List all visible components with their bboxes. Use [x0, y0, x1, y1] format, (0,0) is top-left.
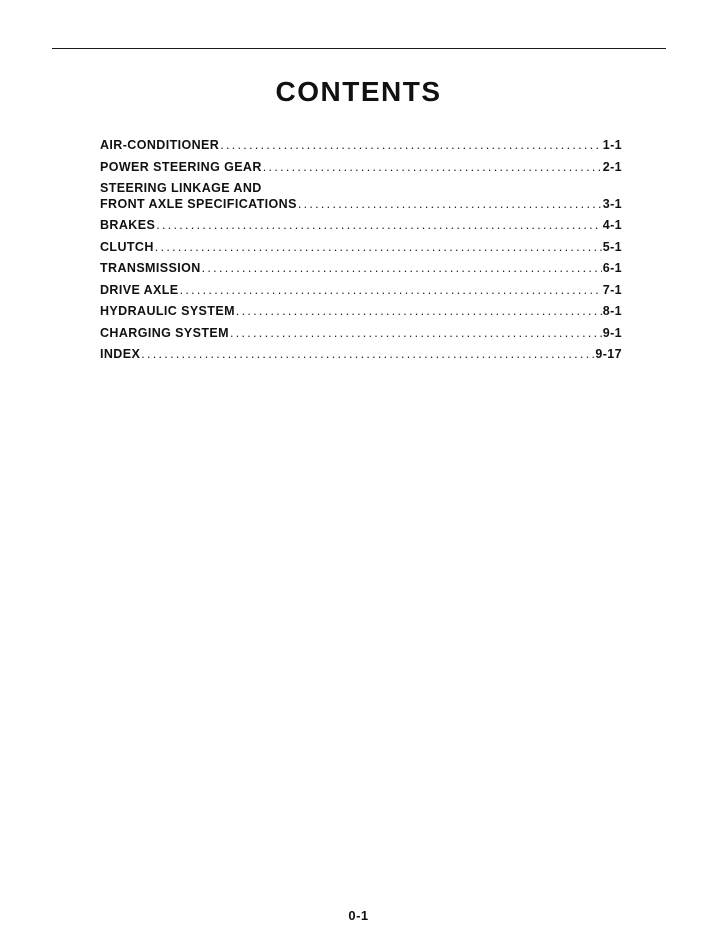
- header-rule: [52, 48, 666, 49]
- toc-page-number: 2-1: [602, 159, 622, 174]
- toc-page-number: 4-1: [602, 218, 622, 232]
- toc-label: AIR-CONDITIONER: [100, 138, 220, 152]
- dot-leader: [180, 283, 602, 299]
- toc-label: FRONT AXLE SPECIFICATIONS: [100, 196, 297, 211]
- toc-page-number: 5-1: [602, 239, 622, 254]
- toc-entry-charging-system[interactable]: [100, 326, 622, 342]
- toc-label: HYDRAULIC SYSTEM: [100, 304, 235, 318]
- toc-page-number: 7-1: [602, 282, 622, 297]
- toc-label: CHARGING SYSTEM: [100, 325, 229, 340]
- toc-page-number: 3-1: [602, 196, 622, 211]
- toc-entry-brakes[interactable]: [100, 218, 622, 234]
- toc-label: POWER STEERING GEAR: [100, 159, 262, 174]
- toc-entry-drive-axle[interactable]: [100, 283, 622, 299]
- toc-label-first-line: STEERING LINKAGE AND: [100, 181, 262, 195]
- toc-page-number: 1-1: [602, 138, 622, 152]
- toc-entry-air-conditioner[interactable]: [100, 138, 622, 154]
- table-of-contents: [100, 138, 622, 369]
- toc-entry-transmission[interactable]: [100, 261, 622, 277]
- dot-leader: [156, 218, 602, 234]
- toc-entry-hydraulic-system[interactable]: [100, 304, 622, 320]
- toc-label: DRIVE AXLE: [100, 282, 179, 297]
- dot-leader: [236, 304, 602, 320]
- toc-entry-steering-linkage[interactable]: [100, 181, 622, 212]
- dot-leader: [263, 160, 602, 176]
- toc-page-number: 8-1: [602, 304, 622, 318]
- toc-label: BRAKES: [100, 218, 156, 232]
- toc-label: CLUTCH: [100, 239, 154, 254]
- toc-label: TRANSMISSION: [100, 261, 201, 275]
- dot-leader: [141, 347, 594, 363]
- toc-page-number: 6-1: [602, 261, 622, 275]
- dot-leader: [202, 261, 602, 277]
- dot-leader: [155, 240, 602, 256]
- toc-entry-clutch[interactable]: [100, 240, 622, 256]
- toc-page-number: 9-1: [602, 325, 622, 340]
- page-number: 0-1: [348, 908, 369, 923]
- toc-entry-power-steering-gear[interactable]: [100, 160, 622, 176]
- page-title: CONTENTS: [275, 76, 442, 107]
- toc-entry-index[interactable]: [100, 347, 622, 363]
- dot-leader: [220, 138, 602, 154]
- toc-label: INDEX: [100, 347, 141, 361]
- dot-leader: [230, 326, 602, 342]
- dot-leader: [298, 197, 602, 213]
- toc-page-number: 9-17: [595, 347, 622, 361]
